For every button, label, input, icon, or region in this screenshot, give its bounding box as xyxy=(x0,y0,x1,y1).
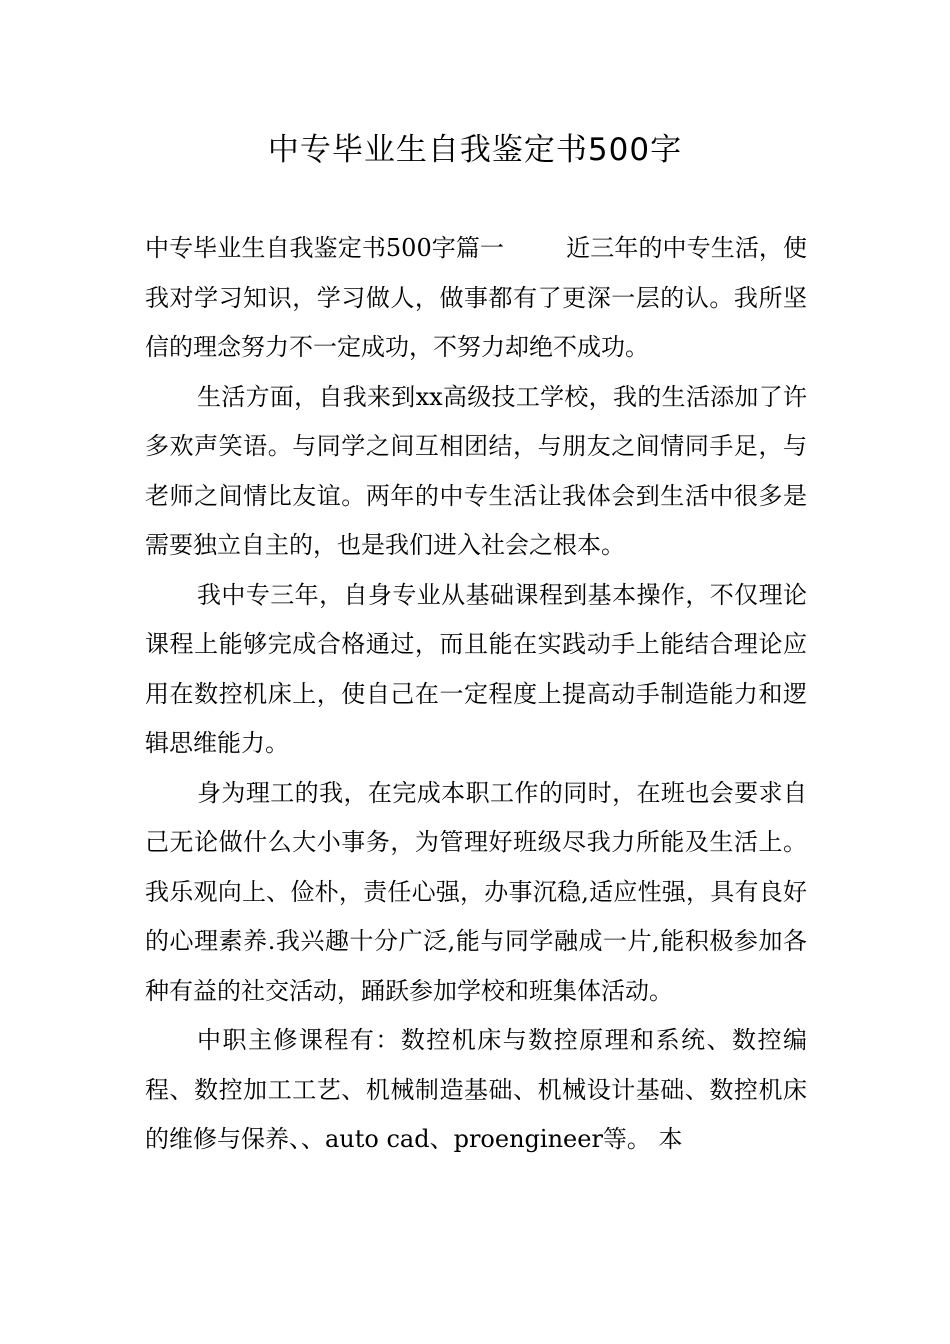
intro-heading: 中专毕业生自我鉴定书500字篇一 xyxy=(145,234,505,262)
document-body xyxy=(145,224,807,1165)
paragraph-1 xyxy=(145,224,807,373)
paragraph-2: 生活方面，自我来到xx高级技工学校，我的生活添加了许多欢声笑语。与同学之间互相团结，与朋友之间情同手足，与老师之间情比友谊。两年的中专生活让我体会到生活中很多是需要独立自主的，也是我们进入社会之根本。 xyxy=(145,382,807,559)
paragraph-1-text: 近三年的中专生活，使我对学习知识，学习做人，做事都有了更深一层的认。我所坚信的理念努力不一定成功，不努力却绝不成功。 xyxy=(145,234,808,361)
paragraph-4: 身为理工的我，在完成本职工作的同时，在班也会要求自己无论做什么大小事务，为管理好班级尽我力所能及生活上。我乐观向上、俭朴，责任心强，办事沉稳,适应性强，具有良好的心理素养.我兴趣十分广泛,能与同学融成一片,能积极参加各种有益的社交活动，踊跃参加学校和班集体活动。 xyxy=(145,778,807,1005)
paragraph-3: 我中专三年，自身专业从基础课程到基本操作，不仅理论课程上能够完成合格通过，而且能在实践动手上能结合理论应用在数控机床上，使自己在一定程度上提高动手制造能力和逻辑思维能力。 xyxy=(145,580,807,757)
document-title: 中专毕业生自我鉴定书500字 xyxy=(267,132,683,168)
paragraph-5: 中职主修课程有：数控机床与数控原理和系统、数控编程、数控加工工艺、机械制造基础、机械设计基础、数控机床的维修与保养、、auto cad、proengineer等。 本 xyxy=(145,1026,807,1153)
